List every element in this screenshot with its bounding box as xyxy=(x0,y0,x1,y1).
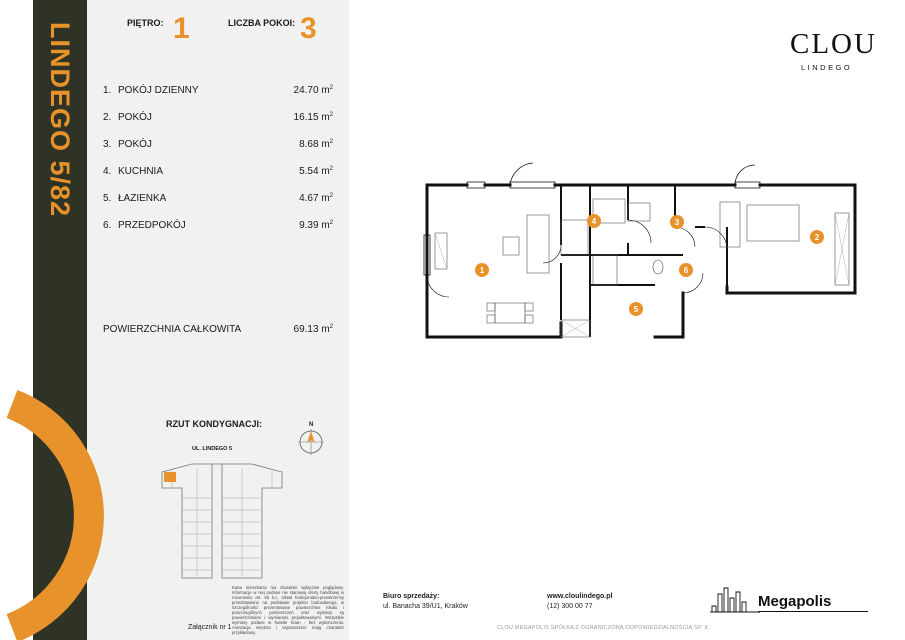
site-plan-street: UL. LINDEGO 5 xyxy=(192,446,233,452)
building-title: LINDEGO 5/82 xyxy=(45,22,75,218)
company-footer: CLOU MEGAPOLIS SPÓŁKA Z OGRANICZONĄ ODPOWIEDZIALNOŚCIĄ SP. K. xyxy=(497,625,711,631)
skyline-icon xyxy=(710,584,760,614)
megapolis-logo: Megapolis xyxy=(758,593,832,610)
legal-note: Karta mieszkania ma charakter wyłącznie poglądowy. Informacje w niej podane nie stanowią oferty handlowej w rozumieniu art. 66 k.c. Układ funkcjonalno-przestrzenny przedstawiono na podstawie projektu budowlanego, w szczególności prezentowane powierzchnie lokalu i poszczególnych pomieszczeń oraz wymiary są powierzchniami i wymiarami projektowanymi. Wszystkie wymiary podane w świetle ścian - bez wykończenia. Aranżacja wnętrza i wyposażenie mają charakter przykładowy. xyxy=(232,585,344,635)
clou-logo: CLOU xyxy=(790,28,877,60)
room-row: 5. ŁAZIENKA 4.67 $m^2$ xyxy=(103,193,333,204)
site-plan-map xyxy=(152,458,292,582)
clou-logo-sub: LINDEGO xyxy=(801,63,853,72)
megapolis-underline xyxy=(758,611,868,612)
room-marker-2: 2 xyxy=(814,233,820,242)
attachment-label: Załącznik nr 1 xyxy=(188,624,232,631)
compass-letter: N xyxy=(309,422,314,428)
floor-value: 1 xyxy=(173,12,190,45)
room-marker-6: 6 xyxy=(683,266,689,275)
total-area-row xyxy=(103,324,333,335)
rooms-count-label: LICZBA POKOI: xyxy=(228,18,296,28)
room-row: 4. KUCHNIA 5.54 $m^2$ xyxy=(103,166,333,177)
compass-icon xyxy=(297,418,327,458)
room-row: 6. PRZEDPOKÓJ 9.39 $m^2$ xyxy=(103,220,333,231)
room-row: 1. POKÓJ DZIENNY 24.70 $m^2$ xyxy=(103,85,333,96)
site-plan-title: RZUT KONDYGNACJI: xyxy=(166,419,262,429)
total-area-label: POWIERZCHNIA CAŁKOWITA xyxy=(103,324,242,335)
room-row: 2. POKÓJ 16.15 $m^2$ xyxy=(103,112,333,123)
left-margin xyxy=(0,0,33,640)
phone-number: (12) 300 00 77 xyxy=(547,603,593,610)
room-row: 3. POKÓJ 8.68 $m^2$ xyxy=(103,139,333,150)
floor-label: PIĘTRO: xyxy=(127,18,164,28)
sales-office-address: ul. Banacha 39/U1, Kraków xyxy=(383,603,468,610)
rooms-count-value: 3 xyxy=(300,12,317,45)
floor-plan xyxy=(415,155,865,350)
room-marker-3: 3 xyxy=(674,218,680,227)
room-marker-1: 1 xyxy=(479,266,485,275)
website-link[interactable]: www.cloulindego.pl xyxy=(547,593,613,600)
sales-office-label: Biuro sprzedaży: xyxy=(383,593,440,600)
total-area-value: 69.13 $m^2$ xyxy=(293,324,333,335)
room-marker-5: 5 xyxy=(633,305,639,314)
room-marker-4: 4 xyxy=(591,217,597,226)
